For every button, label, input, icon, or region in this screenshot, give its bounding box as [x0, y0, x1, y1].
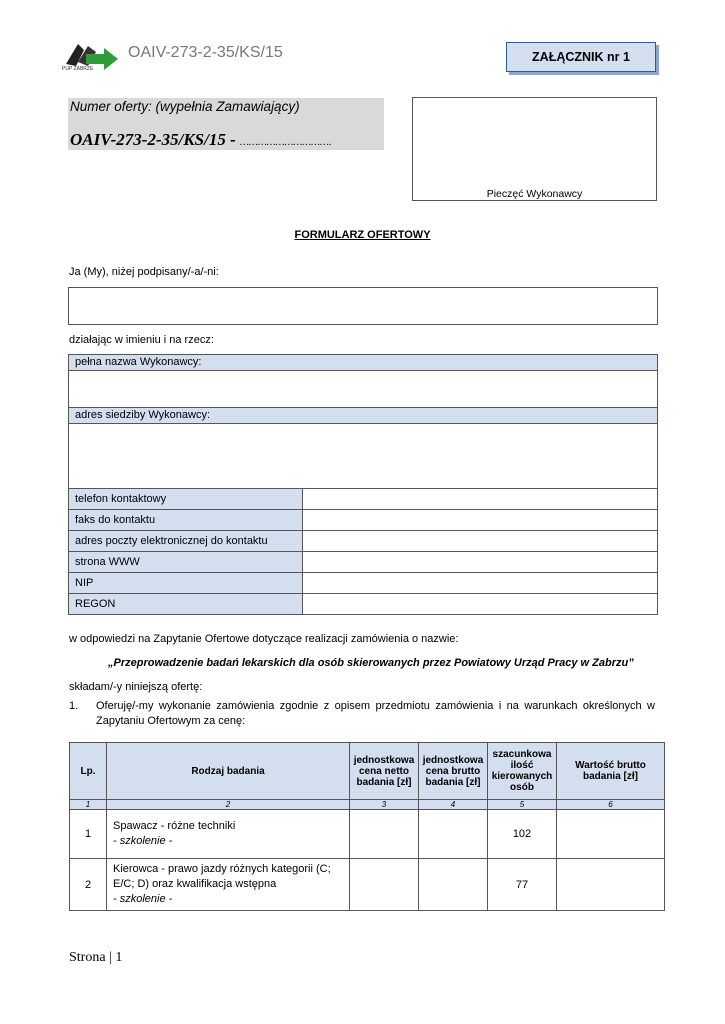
col-number: 5: [488, 800, 557, 810]
exam-note: - szkolenie -: [113, 835, 173, 847]
exam-name: Spawacz - różne techniki: [113, 820, 236, 832]
submit-text: składam/-y niniejszą ofertę:: [69, 681, 203, 693]
row-quantity: 77: [488, 859, 557, 911]
col-number: 2: [107, 800, 350, 810]
regon-field[interactable]: [303, 594, 658, 615]
col-number: 6: [557, 800, 665, 810]
signer-name-field[interactable]: [68, 287, 658, 325]
contact-table: [68, 488, 658, 615]
point-1-number: 1.: [69, 700, 79, 712]
header-gross-price: jednostkowa cena brutto badania [zł]: [419, 743, 488, 800]
row-exam-type: [107, 859, 350, 911]
table-row: [69, 489, 658, 510]
table-row: [69, 552, 658, 573]
table-row: [69, 531, 658, 552]
row-lp: 1: [70, 810, 107, 859]
offer-number: [70, 130, 331, 150]
offer-number-code: OAIV-273-2-35/KS/15 -: [70, 130, 241, 149]
attachment-badge: ZAŁĄCZNIK nr 1: [506, 42, 656, 72]
form-title: FORMULARZ OFERTOWY: [294, 229, 431, 241]
contractor-name-label: pełna nazwa Wykonawcy:: [68, 354, 658, 371]
table-row: [70, 859, 665, 911]
field-label: telefon kontaktowy: [69, 489, 303, 510]
column-number-row: [70, 800, 665, 810]
table-row: [69, 573, 658, 594]
offer-number-dots: ………………………….: [240, 137, 332, 148]
exam-note: - szkolenie -: [113, 893, 173, 905]
stamp-label: Pieczęć Wykonawcy: [486, 188, 583, 200]
stamp-box[interactable]: [412, 97, 657, 201]
page-footer: Strona | 1: [69, 950, 123, 965]
table-row: [70, 810, 665, 859]
net-price-input[interactable]: [350, 859, 419, 911]
table-row: [69, 510, 658, 531]
header-exam-type: Rodzaj badania: [107, 743, 350, 800]
acting-label: działając w imieniu i na rzecz:: [69, 334, 214, 346]
price-table: [69, 742, 665, 911]
field-label: NIP: [69, 573, 303, 594]
net-price-input[interactable]: [350, 810, 419, 859]
contractor-name-field[interactable]: [68, 370, 658, 408]
website-field[interactable]: [303, 552, 658, 573]
task-title: „Przeprowadzenie badań lekarskich dla osób skierowanych przez Powiatowy Urząd Pracy w Zabrzu”: [108, 657, 634, 669]
field-label: faks do kontaktu: [69, 510, 303, 531]
header-lp: Lp.: [70, 743, 107, 800]
table-row: [69, 594, 658, 615]
fax-field[interactable]: [303, 510, 658, 531]
field-label: REGON: [69, 594, 303, 615]
phone-field[interactable]: [303, 489, 658, 510]
signed-label: Ja (My), niżej podpisany/-a/-ni:: [69, 266, 219, 278]
email-field[interactable]: [303, 531, 658, 552]
field-label: adres poczty elektronicznej do kontaktu: [69, 531, 303, 552]
row-lp: 2: [70, 859, 107, 911]
header-total: Wartość brutto badania [zł]: [557, 743, 665, 800]
total-input[interactable]: [557, 859, 665, 911]
col-number: 3: [350, 800, 419, 810]
exam-name: Kierowca - prawo jazdy różnych kategorii (C; E/C; D) oraz kwalifikacja wstępna: [113, 863, 331, 890]
point-1-text: Oferuję/-my wykonanie zamówienia zgodnie z opisem przedmiotu zamówienia i na warunkach określonych w Zapytaniu Ofertowym za cenę:: [96, 700, 655, 727]
logo-caption: PUP ZABRZE: [62, 66, 94, 72]
response-text: w odpowiedzi na Zapytanie Ofertowe dotyczące realizacji zamówienia o nazwie:: [69, 633, 459, 645]
nip-field[interactable]: [303, 573, 658, 594]
gross-price-input[interactable]: [419, 810, 488, 859]
row-exam-type: [107, 810, 350, 859]
contractor-address-field[interactable]: [68, 423, 658, 489]
col-number: 4: [419, 800, 488, 810]
header-quantity: szacunkowa ilość kierowanych osób: [488, 743, 557, 800]
field-label: strona WWW: [69, 552, 303, 573]
contractor-address-label: adres siedziby Wykonawcy:: [68, 407, 658, 424]
offer-label: Numer oferty: (wypełnia Zamawiający): [70, 99, 300, 114]
row-quantity: 102: [488, 810, 557, 859]
gross-price-input[interactable]: [419, 859, 488, 911]
total-input[interactable]: [557, 810, 665, 859]
header-net-price: jednostkowa cena netto badania [zł]: [350, 743, 419, 800]
header-code: OAIV-273-2-35/KS/15: [128, 44, 283, 61]
col-number: 1: [70, 800, 107, 810]
table-header-row: [70, 743, 665, 800]
